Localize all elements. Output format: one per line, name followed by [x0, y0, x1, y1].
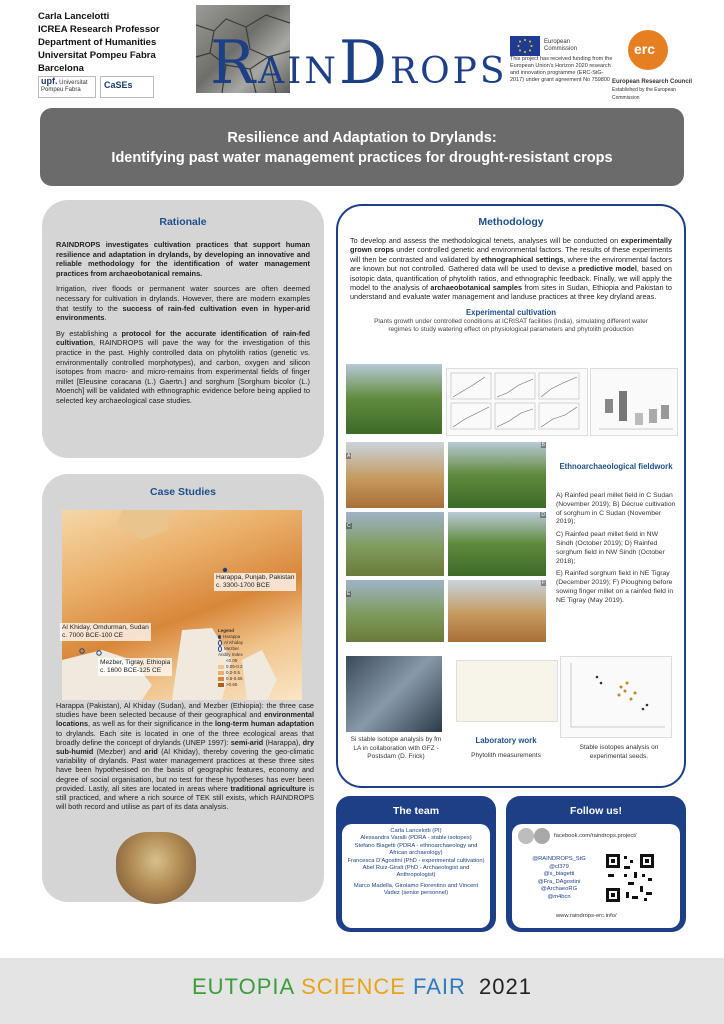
legend-item: Al Khiday: [218, 640, 258, 646]
ethno-photo-e: [346, 580, 444, 642]
lab-heading: Laboratory work: [475, 736, 537, 745]
case-studies-text: Harappa (Pakistan), Al Khiday (Sudan), and Mezber (Ethiopia): the three case studies have been selected because of their geographical and environmental locations, as well as for their significance in the long-term human adaptation to drylands. Each site is located in one of the three ecological areas that broadly define the concept of drylands (UNEP 1997): semi-arid (Harappa), dry sub-humid (Mezber) and arid (Al Khiday), thereby covering the geo-climatic variability of drylands. Past water management practices at these three sites have been hypothesised on the basis of geographic features, economy and degree of social organisation, but no test for these hypotheses has ever been provided. Lastly, all sites are located in areas where traditional agriculture is still practiced, and where a rich source of TEK still exists, which RAINDROPS will both record and utilise as part of its data analysis.: [56, 701, 314, 812]
map-legend: [218, 628, 258, 688]
photo-tag: B: [541, 442, 545, 448]
social-handle[interactable]: @RAINDROPS_StG: [532, 856, 586, 862]
author-block: [38, 10, 188, 75]
photo-tag: A: [347, 453, 351, 459]
map-label-mezber: Mezber, Tigray, Ethiopia c. 1600 BCE-125 CE: [100, 659, 171, 674]
ethno-photo-c: [346, 512, 444, 576]
rationale-paragraph: Irrigation, river floods or permanent water sources are often deemed necessary for cultivation in drylands. However, there are modern examples that testify to the success of rain-fed cultivation even in hyper-arid environments.: [56, 284, 310, 323]
social-handle[interactable]: @cl379: [549, 863, 569, 870]
team-member: Abel Ruiz-Giralt (PhD - Archaeologist and Anthropologist): [362, 865, 470, 879]
rationale-heading: Rationale: [159, 216, 207, 228]
legend-item: 0.2-0.5: [218, 670, 258, 676]
team-heading: The team: [392, 805, 440, 817]
erc-name: European Research Council: [612, 79, 693, 85]
lab-mid-caption: Phytolith measurements: [471, 752, 541, 759]
case-studies-heading: Case Studies: [150, 486, 216, 498]
project-logo-d: D: [338, 28, 391, 98]
ethno-captions: [556, 492, 676, 606]
erc-sublabel: Established by the European Commission: [612, 87, 676, 101]
legend-item: >0.65: [218, 682, 258, 688]
experimental-boxplot: [590, 368, 678, 436]
growth-chart-lines: [447, 369, 587, 435]
eu-flag-icon: [510, 36, 540, 56]
team-member: Francesca D'Agostini (PhD - experimental cultivation): [347, 857, 485, 864]
erc-label: [612, 78, 702, 102]
ethno-heading: Ethnoarchaeological fieldwork: [559, 462, 673, 471]
ethno-photo-b: [448, 442, 546, 508]
legend-item: Harappa: [218, 634, 258, 640]
project-logo: [210, 28, 508, 98]
eu-label: European Commission: [544, 39, 578, 52]
project-logo-r: R: [210, 28, 259, 98]
footer-word: 2021: [479, 974, 532, 999]
methodology-heading: Methodology: [478, 216, 544, 228]
upf-logo: [38, 76, 96, 98]
rationale-body: [56, 240, 310, 406]
rationale-panel: [42, 200, 324, 458]
twitter-icon[interactable]: [534, 828, 550, 844]
isotope-scatter: [560, 656, 672, 738]
methodology-intro: To develop and assess the methodological tenets, analyses will be conducted on experimentally grown crops under controlled genetic and environmental factors. The results of these experiments will then be contrasted and validated by ethnographical settings, where the environmental factors are known but not controlled. Gathered data will be used to devise a predictive model, based on isotopic data, quantification of phytolith ratios, and ethnographic feedback. Finally, we will apply the model to the analysis of archaeobotanical samples from sites in Sudan, Ethiopia and Pakistan to understand and evaluate water management and landuse practices at three key dryland areas.: [350, 236, 673, 302]
legend-item: <0.05: [218, 658, 258, 664]
ethno-photo-f: [448, 580, 546, 642]
ethno-photo-a: [346, 442, 444, 508]
harappa-marker: [223, 568, 227, 572]
photo-tag: C: [347, 523, 351, 529]
social-handle[interactable]: @Fra_DAgostini: [537, 878, 581, 885]
team-list: [342, 824, 490, 928]
poster-title-line: Identifying past water management practices for drought-resistant crops: [111, 150, 613, 166]
rationale-paragraph: By establishing a protocol for the accurate identification of rain-fed cultivation, RAINDROPS will pave the way for the investigation of this practice in the past. Highly controlled data on phytolith ratios (genetic vs. environmentally controlled morphotypes), and carbon, oxygen and silicon isotopes from macro- and micro-remains from experimental fields of finger millet [Eleusine coracana (L.) Gaertn.] and sorghum [Sorghum bicolor (L.) Moench] will be validated with ethnographic evidence before being applied to selected key archaeological case studies.: [56, 328, 310, 405]
erc-logo-text: erc: [634, 41, 656, 57]
drylands-map: [62, 510, 302, 700]
footer-word: FAIR: [413, 974, 466, 999]
social-handle[interactable]: @s_biagetti: [543, 871, 575, 878]
footer-word: EUTOPIA: [192, 974, 294, 999]
funding-text: This project has received funding from the European Union's Horizon 2020 research and innovation programme (ERC-StG-2017) under grant agreement No 759800: [510, 56, 613, 83]
ethno-photo-d: [448, 512, 546, 576]
al-khiday-marker: [80, 649, 84, 653]
project-logo-ain: AIN: [258, 51, 339, 92]
project-logo-rops: ROPS: [390, 51, 508, 92]
experimental-heading: Experimental cultivation: [465, 307, 557, 317]
map-label-al-khiday: Al Khiday, Omdurman, Sudan c. 7000 BCE-100 CE: [62, 624, 149, 639]
facebook-link[interactable]: facebook.com/raindrops.project/: [554, 833, 637, 839]
lab-left-caption: Si stable isotope analysis by fm LA in collaboration with GFZ - Postsdam (D. Frick): [350, 736, 442, 760]
team-member: Marco Madella, Girolamo Fiorentino and Vincent Vadez (senior personnel): [353, 882, 479, 897]
experimental-growth-charts: [446, 368, 588, 436]
experimental-field-photo: [346, 364, 442, 434]
ethno-caption-ef: E) Rainfed sorghum field in NE Tigray (December 2019); F) Ploughing before sowing finger millet on a rainfed field in NE Tigray (May 2019).: [556, 570, 674, 604]
legend-title: Legend: [218, 628, 235, 633]
legend-item: 0.5-0.65: [218, 676, 258, 682]
experimental-caption: Plants growth under controlled conditions at ICRISAT facilities (India), simulating different water regimes to study watering effect on physiological parameters and phytolith production: [374, 317, 648, 334]
legend-item: Aridity Index: [218, 652, 243, 658]
upf-logo-name: upf.: [41, 76, 58, 86]
lab-isotope-photo: [346, 656, 442, 732]
team-member: Carla Lancelotti (PI): [390, 828, 442, 834]
social-handles: [520, 856, 598, 902]
legend-item: Mezber: [218, 646, 258, 652]
upf-logo-line: Pompeu Fabra: [41, 87, 81, 93]
facebook-icon[interactable]: [518, 828, 534, 844]
author-line: Barcelona: [38, 63, 84, 74]
legend-item: 0.05-0.2: [218, 664, 258, 670]
lab-right-caption: Stable isotopes analysis on experimental seeds.: [579, 744, 659, 760]
poster-title: [40, 128, 684, 168]
boxplot-shapes: [591, 369, 677, 435]
follow-heading: Follow us!: [570, 805, 622, 817]
map-label-harappa: Harappa, Punjab, Pakistan c. 3300-1700 BCE: [216, 574, 295, 589]
photo-tag: F: [541, 580, 545, 586]
poster-title-line: Resilience and Adaptation to Drylands:: [227, 130, 497, 146]
photo-tag: D: [541, 512, 545, 518]
author-line: ICREA Research Professor: [38, 24, 160, 35]
isotope-scatter-points: [561, 657, 671, 737]
social-handle[interactable]: @m4bcn: [547, 893, 571, 900]
team-member: Alessandra Varalli (PDRA - stable isotopes): [360, 835, 472, 842]
ethno-caption-cd: C) Rainfed pearl millet field in NW Sindh (October 2019); D) Rainfed sorghum field in NW Sindh (October 2018);: [556, 531, 665, 565]
social-handle[interactable]: @ArchaeoRG: [540, 886, 578, 893]
footer-title: [0, 974, 724, 1000]
website-link[interactable]: www.raindrops-erc.info/: [556, 913, 617, 919]
team-member: Stefano Biagetti (PDRA - ethnoarchaeology and African archaeology): [354, 842, 478, 857]
phytolith-photo: [456, 660, 558, 722]
rationale-intro: RAINDROPS investigates cultivation practices that support human resilience and adaptation in drylands, by developing an innovative and reliable methodology for the identification of water management practices from archaeobotanical remains.: [56, 240, 310, 278]
author-line: Universitat Pompeu Fabra: [38, 50, 156, 61]
author-line: Department of Humanities: [38, 37, 157, 48]
ethno-caption-ab: A) Rainfed pearl millet field in C Sudan (November 2019); B) Décrue cultivation of sorghum in C Sudan (November 2019);: [556, 492, 676, 526]
footer-word: SCIENCE: [301, 974, 406, 999]
upf-logo-line: Universitat: [59, 80, 88, 86]
photo-tag: E: [347, 591, 351, 597]
author-line: Carla Lancelotti: [38, 11, 110, 22]
grain-hands-photo: [116, 832, 196, 904]
cases-logo: CaSEs: [100, 76, 154, 98]
qr-code-icon[interactable]: [604, 852, 656, 904]
